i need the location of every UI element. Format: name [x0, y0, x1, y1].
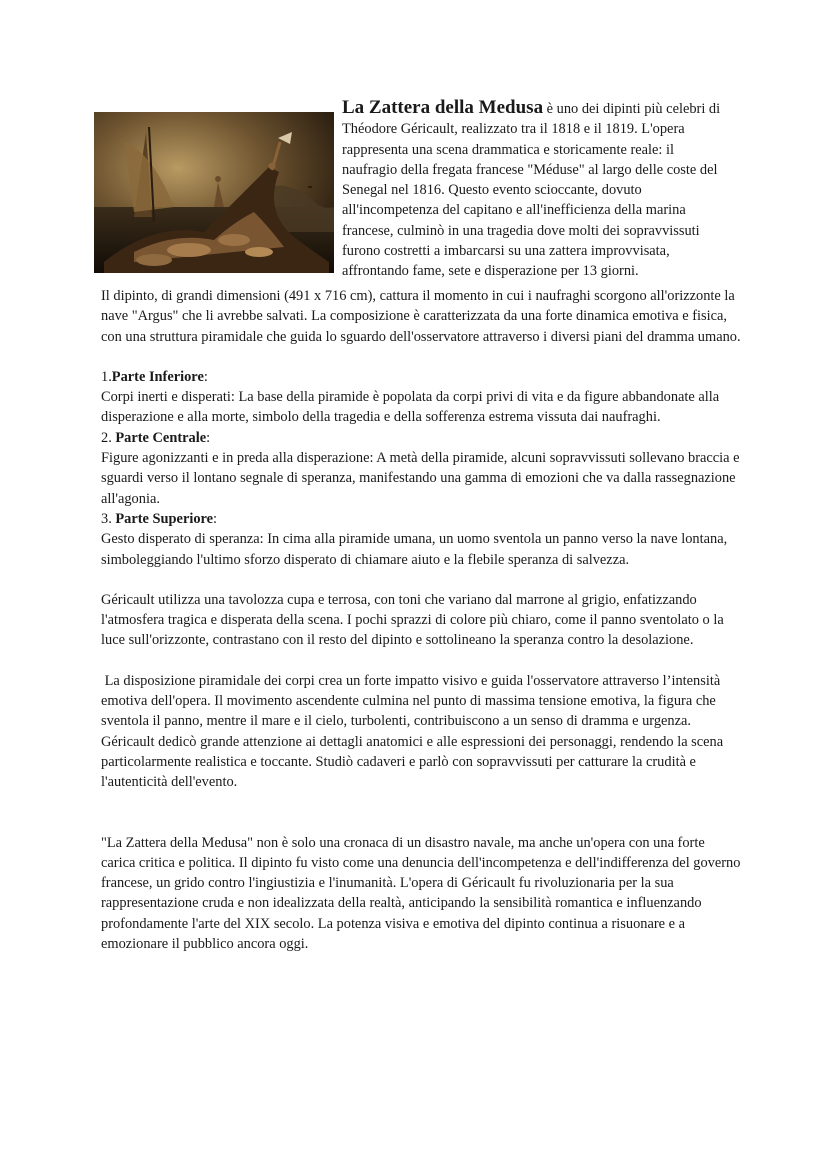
section-colon: : [206, 429, 211, 446]
intro-text: è uno dei dipinti più celebri di Théodore Géricault, realizzato tra il 1818 e il 1819. L'opera rappresenta una scena drammatica e storicamente reale: il naufragio della fregata francese "Méduse" al largo delle coste del Senegal nel 1816. Questo evento scioccante, dovuto all'incompetenza del capitano e all'inefficienza della marina francese, culminò in una tragedia dove molti dei sopravvissuti furono costretti a imbarcarsi su una zattera improvvisata, affrontando fame, sete e disperazione per 13 giorni. [342, 101, 721, 280]
paragraph-composition: Il dipinto, di grandi dimensioni (491 x 716 cm), cattura il momento in cui i naufraghi scorgono all'orizzonte la nave "Argus" che li avrebbe salvati. La composizione è caratterizzata da una forte dinamica emotiva e fisica, con una struttura piramidale che guida lo sguardo dell'osservatore attraverso i diversi piani del dramma umano. [101, 288, 741, 345]
section-title: Parte Superiore [115, 510, 214, 527]
paragraph-palette: Géricault utilizza una tavolozza cupa e terrosa, con toni che variano dal marrone al grigio, enfatizzando l'atmosfera tragica e disperata della scena. I pochi sprazzi di colore più chiaro, come il panno sventolato o la luce sull'orizzonte, contrastano con il resto del dipinto e sottolineano la speranza contro la desolazione. [101, 591, 724, 649]
painting-image [94, 112, 334, 273]
section-number: 3. [101, 510, 116, 527]
section-number: 2. [101, 429, 116, 446]
section-colon: : [213, 510, 218, 527]
section-text-lower: Corpi inerti e disperati: La base della piramide è popolata da corpi privi di vita e da figure abbandonate alla disperazione e alla morte, simbolo della tragedia e della sofferenza estrema vissuta dai naufraghi. [101, 389, 720, 426]
section-text-central: Figure agonizzanti e in preda alla disperazione: A metà della piramide, alcuni sopravvissuti sollevano braccia e sguardi verso il lontano segnale di speranza, manifestando una gamma di emozioni che va dalla rassegnazione all'agonia. [101, 450, 740, 507]
document-body [101, 286, 741, 954]
paragraph-pyramid: La disposizione piramidale dei corpi crea un forte impatto visivo e guida l'osservatore attraverso l’intensità emotiva dell'opera. Il movimento ascendente culmina nel punto di massima tensione emotiva, la figura che sventola il panno, mentre il mare e il cielo, turbolenti, contribuiscono a un senso di dramma e urgenza. [101, 672, 724, 730]
section-heading-upper [101, 509, 741, 529]
section-heading-lower [101, 367, 741, 387]
section-heading-central [101, 428, 741, 448]
section-colon: : [203, 368, 208, 385]
intro-paragraph [342, 98, 732, 282]
section-text-upper: Gesto disperato di speranza: In cima alla piramide umana, un uomo sventola un panno verso la nave lontana, simboleggiando l'ultimo sforzo disperato di chiamare aiuto e la flebile speranza di salvezza. [101, 531, 728, 568]
section-number: 1. [101, 368, 112, 385]
paragraph-critique: "La Zattera della Medusa" non è solo una cronaca di un disastro navale, ma anche un'opera con una forte carica critica e politica. Il dipinto fu visto come una denuncia dell'incompetenza e dell'indifferenza del governo francese, un grido contro l'ingiustizia e l'inumanità. L'opera di Géricault fu rivoluzionaria per la sua rappresentazione cruda e non idealizzata della realtà, anticipando la sensibilità romantica e influenzando profondamente l'arte del XIX secolo. La potenza visiva e emotiva del dipinto continua a risuonare e a emozionare il pubblico ancora oggi. [101, 834, 741, 953]
section-title: Parte Centrale [115, 429, 207, 446]
document-title: La Zattera della Medusa [342, 97, 544, 118]
section-title: Parte Inferiore [111, 368, 204, 385]
paragraph-anatomy: Géricault dedicò grande attenzione ai dettagli anatomici e alle espressioni dei personaggi, rendendo la scena particolarmente realistica e toccante. Studiò cadaveri e parlò con sopravvissuti per catturare la crudità e l'autenticità dell'evento. [101, 733, 724, 791]
